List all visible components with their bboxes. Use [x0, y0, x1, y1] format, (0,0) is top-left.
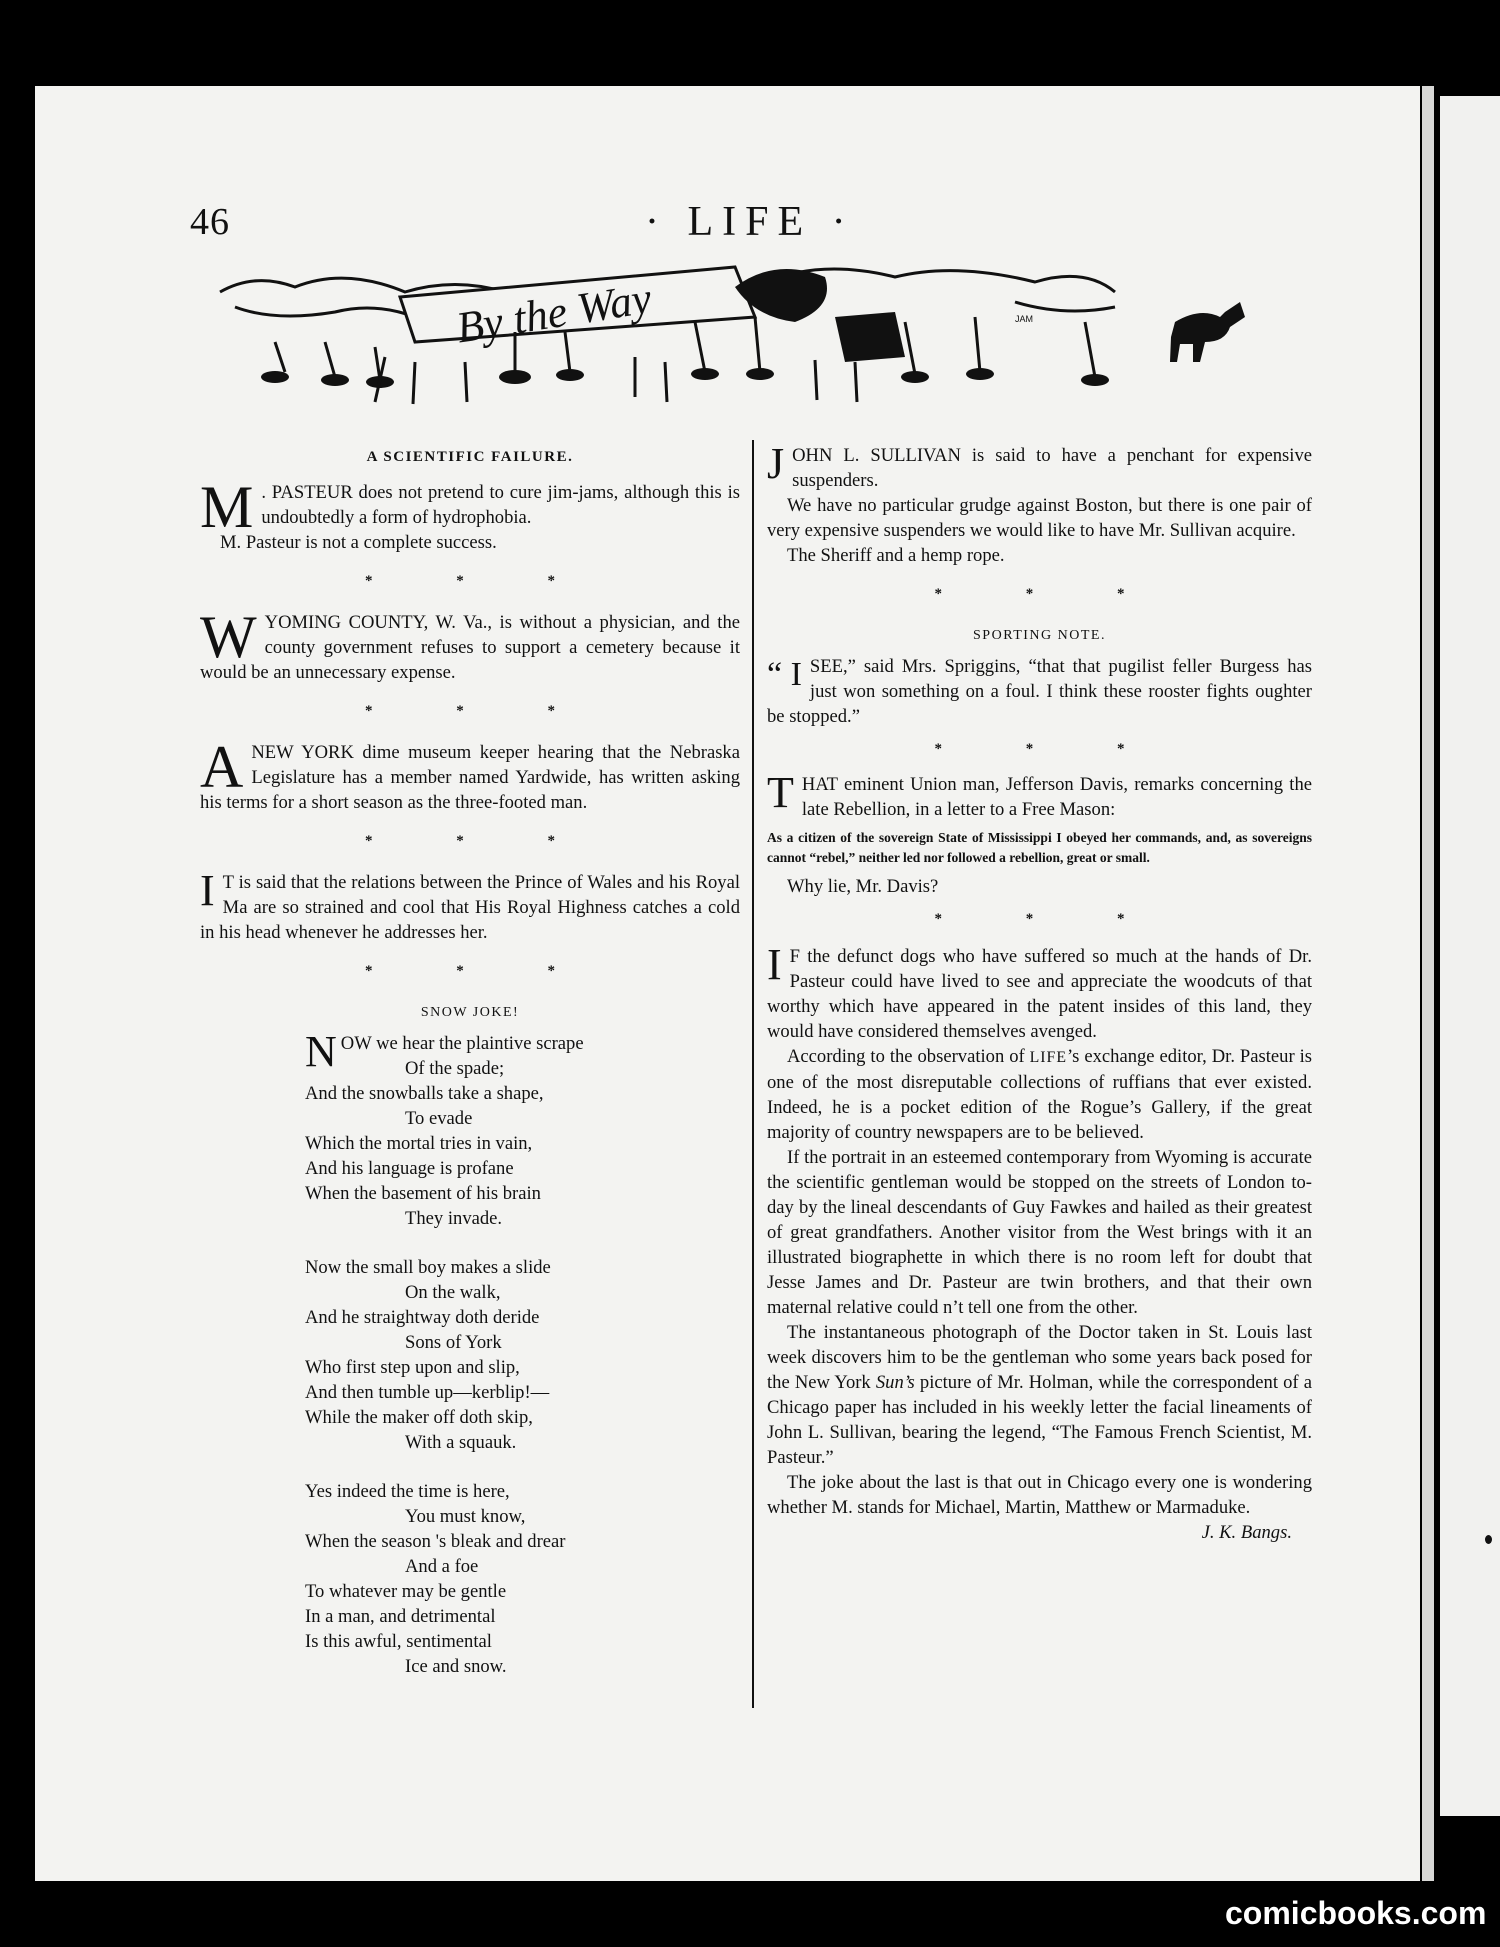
prince-item [200, 866, 740, 945]
davis-item [767, 768, 1312, 899]
poem-line: They invade. [405, 1208, 503, 1229]
item-text: We have no particular grudge against Boston, but there is one pair of very expensive suspenders we would like to have Mr. Sullivan acquire. [767, 495, 1312, 541]
separator-stars: * * * [365, 703, 595, 719]
author-signature: J. K. Bangs. [1201, 1522, 1292, 1543]
section-heading: SPORTING NOTE. [973, 628, 1106, 643]
item-text: The instantaneous photograph of the Doctor taken in St. Louis last week discovers him to be the gentleman who some years back posed for the New York Sun’s picture of Mr. Holman, while the correspondent of a Chicago paper has included in his weekly letter the facial lineaments of John L. Sullivan, bearing the legend, “The Famous French Scientist, M. Pasteur.” [767, 1322, 1312, 1468]
drop-cap: W [200, 604, 257, 670]
wyoming-item [200, 604, 740, 685]
quoted-letter: As a citizen of the sovereign State of Mississippi I obeyed her commands, and, as sovereigns cannot “rebel,” neither led nor followed a rebellion, great or small. [767, 830, 1312, 865]
stanza [305, 1027, 740, 1231]
drop-cap: I [200, 866, 215, 915]
poem-line: While the maker off doth skip, [305, 1407, 533, 1428]
poem-line: And he straightway doth deride [305, 1307, 540, 1328]
poem-line: Yes indeed the time is here, [305, 1481, 510, 1502]
drop-cap: T [767, 768, 794, 817]
pasteur-item [200, 474, 740, 555]
item-text: SEE,” said Mrs. Spriggins, “that that pugilist feller Burgess has just won something on a foul. I think these rooster fights oughter be stopped.” [767, 656, 1312, 727]
banner-title: By the Way [453, 273, 655, 353]
poem-line: And the snowballs take a shape, [305, 1083, 544, 1104]
separator-stars: * * * [934, 911, 1165, 927]
poem-line: And his language is profane [305, 1158, 514, 1179]
museum-item [200, 734, 740, 815]
column-rule [752, 440, 754, 1708]
masthead-title: · LIFE · [645, 199, 855, 245]
article-heading: A SCIENTIFIC FAILURE. [366, 449, 574, 465]
drop-cap: N [305, 1027, 337, 1076]
separator-stars: * * * [365, 833, 595, 849]
poem-line: When the season 's bleak and drear [305, 1531, 566, 1552]
right-column [767, 439, 1312, 1545]
item-text: HAT eminent Union man, Jefferson Davis, remarks concerning the late Rebellion, in a letter to a Free Mason: [801, 774, 1312, 820]
poem-line: Ice and snow. [405, 1656, 507, 1677]
poem-line: Is this awful, sentimental [305, 1631, 492, 1652]
item-text: F the defunct dogs who have suffered so much at the hands of Dr. Pasteur could have lived to see and appreciate the woodcuts of that worthy which have appeared in the patent insides of this land, they would have considered themselves avenged. [767, 946, 1312, 1042]
item-text: The joke about the last is that out in Chicago every one is wondering whether M. stands for Michael, Martin, Matthew or Marmaduke. J. K. Bangs. [767, 1472, 1312, 1543]
item-text: If the portrait in an esteemed contemporary from Wyoming is accurate the scientific gentleman would be stopped on the streets of London to-day by the lineal descendants of Guy Fawkes and hailed as their greatest of great grandfathers. Another visitor from the West brings with it an illustrated biographette in which there is no room left for doubt that Jesse James and Dr. Pasteur are twin brothers, and that their own maternal relative could n’t tell one from the other. [767, 1147, 1312, 1318]
life-name: LIFE [1029, 1049, 1067, 1066]
separator-stars: * * * [365, 963, 595, 979]
drop-cap: “ I [767, 656, 802, 693]
poem-line: And a foe [405, 1556, 479, 1577]
poem-line: Sons of York [405, 1332, 502, 1353]
poem-title: SNOW JOKE! [420, 1005, 520, 1020]
item-text: T is said that the relations between the Prince of Wales and his Royal Ma are so strained and cool that His Royal Highness catches a cold in his head whenever he addresses her. [200, 872, 740, 943]
poem-line: You must know, [405, 1506, 526, 1527]
item-text: YOMING COUNTY, W. Va., is without a physician, and the county government refuses to support a cemetery because it would be an unnecessary expense. [200, 612, 740, 683]
poem-line: Who first step upon and slip, [305, 1357, 520, 1378]
poem-line: And then tumble up—kerblip!— [305, 1382, 550, 1403]
item-text: The Sheriff and a hemp rope. [787, 545, 1005, 566]
adjacent-page-edge [1440, 96, 1500, 1816]
watermark: comicbooks.com [1225, 1895, 1487, 1931]
newspaper-name: Sun’s [875, 1372, 915, 1393]
separator-stars: * * * [365, 573, 595, 589]
item-text: Why lie, Mr. Davis? [787, 876, 939, 897]
drop-cap: A [200, 734, 244, 800]
by-the-way-banner [215, 262, 1285, 417]
drop-cap: M [200, 474, 254, 540]
separator-stars: * * * [934, 741, 1165, 757]
page-edge [1422, 86, 1434, 1881]
separator-stars: * * * [934, 586, 1165, 602]
stanza [305, 1479, 740, 1679]
page-number: 46 [190, 201, 230, 243]
poem-line: In a man, and detrimental [305, 1606, 496, 1627]
poem-line: To whatever may be gentle [305, 1581, 507, 1602]
poem [305, 1027, 740, 1679]
sullivan-item [767, 439, 1312, 568]
item-text: . PASTEUR does not pretend to cure jim-jams, although this is undoubtedly a form of hydrophobia. [261, 482, 740, 528]
poem-line: Now the small boy makes a slide [305, 1257, 551, 1278]
item-text: According to the observation of LIFE’s exchange editor, Dr. Pasteur is one of the most disreputable collections of ruffians that ever existed. Indeed, he is a pocket edition of the Rogue’s Gallery, if the great majority of country newspapers are to be believed. [767, 1046, 1312, 1143]
speck [1485, 1535, 1492, 1544]
drop-cap: J [767, 439, 785, 488]
poem-line: OW we hear the plaintive scrape [340, 1033, 584, 1054]
item-text: OHN L. SULLIVAN is said to have a penchant for expensive suspenders. [792, 445, 1312, 491]
banner-signature: JAM [1015, 314, 1033, 324]
poem-line: With a squauk. [405, 1432, 517, 1453]
poem-line: Which the mortal tries in vain, [305, 1133, 533, 1154]
poem-line: When the basement of his brain [305, 1183, 541, 1204]
poem-line: Of the spade; [405, 1058, 505, 1079]
item-text: M. Pasteur is not a complete success. [220, 532, 497, 553]
left-column [200, 445, 740, 1703]
stanza [305, 1255, 740, 1455]
pasteur-dogs-item [767, 940, 1312, 1543]
poem-line: To evade [405, 1108, 473, 1129]
drop-cap: I [767, 940, 782, 989]
item-text: NEW YORK dime museum keeper hearing that the Nebraska Legislature has a member named Yardwide, has written asking his terms for a short season as the three-footed man. [200, 742, 740, 813]
spriggins-item [767, 654, 1312, 729]
poem-line: On the walk, [405, 1282, 501, 1303]
